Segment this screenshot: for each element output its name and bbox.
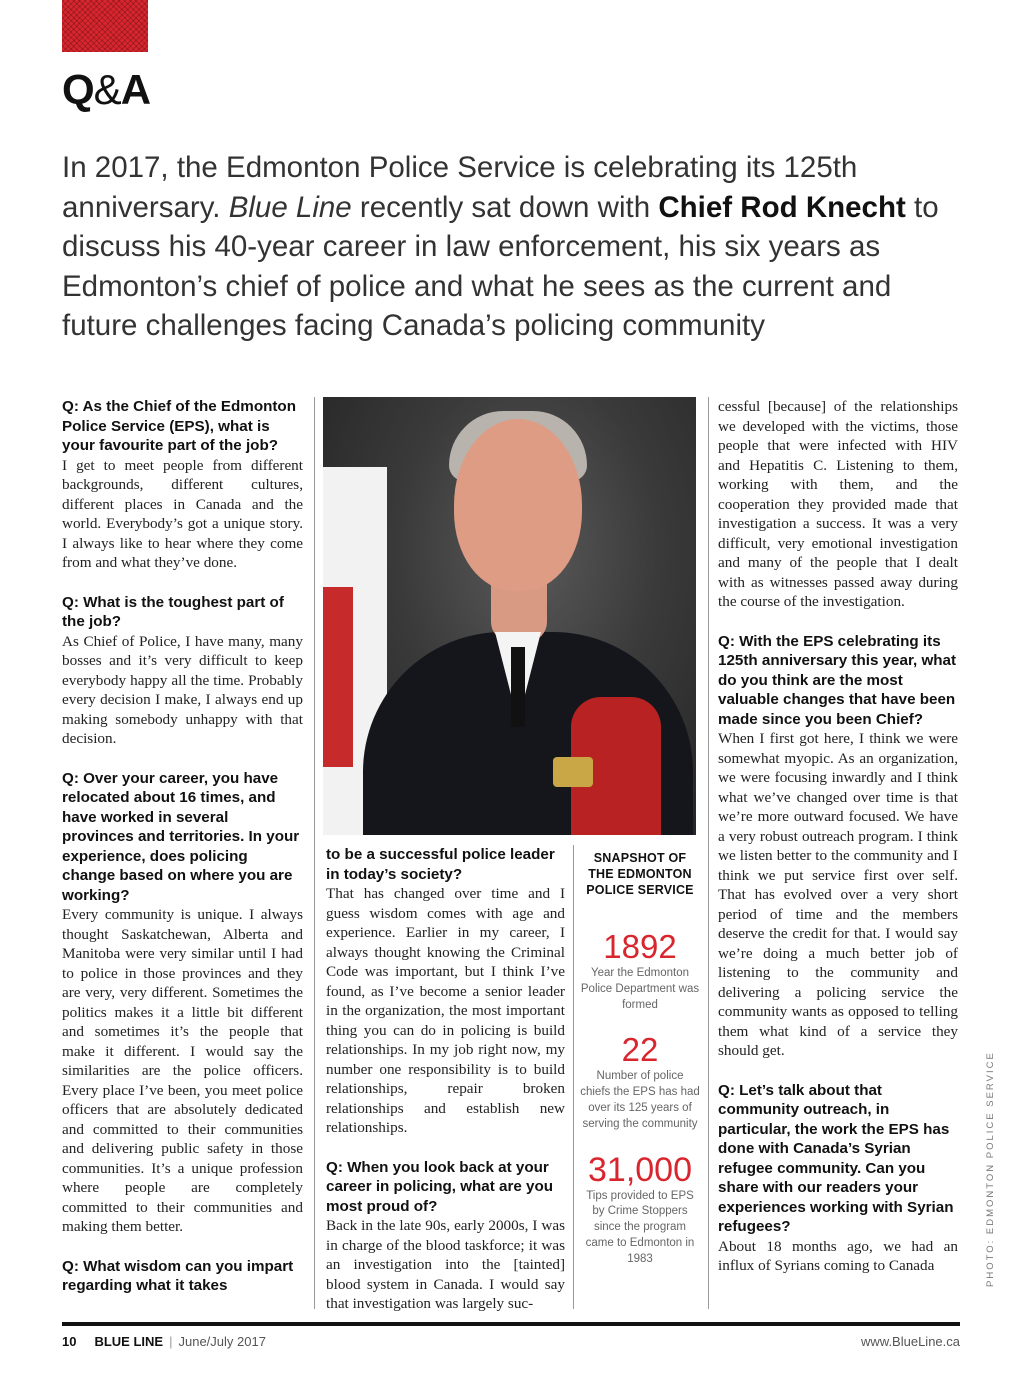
- question-1: Q: As the Chief of the Edmonton Police Service (EPS), what is your favourite part of the job?: [62, 398, 296, 454]
- article-column-4: [718, 397, 958, 1276]
- intro-publication: Blue Line: [228, 190, 352, 224]
- answer-7-start: About 18 months ago, we had an influx of Syrians coming to Canada: [718, 1237, 958, 1274]
- intro-text-1: In 2017, the Edmonton Police Service is celebrating its 125th anniversary.: [62, 151, 858, 224]
- page-number: 10: [62, 1334, 77, 1349]
- footer-url[interactable]: www.BlueLine.ca: [861, 1334, 960, 1349]
- question-3: Q: Over your career, you have relocated about 16 times, and have worked in several provinces and territories. In your experience, does policing change based on where you are working?: [62, 769, 300, 904]
- title-ampersand: &: [93, 66, 121, 113]
- answer-2: As Chief of Police, I have many, many bosses and it’s very difficult to keep everybody happy all the time. Probably every decision I make, I always end up making somebody unhappy with that decision.: [62, 632, 303, 747]
- stat-label-1892: Year the Edmonton Police Department was formed: [580, 967, 700, 1011]
- footer-left: [62, 1334, 266, 1350]
- title-q: Q: [62, 66, 94, 113]
- badge-shape: [553, 757, 593, 787]
- snapshot-title: SNAPSHOT OF THE EDMONTON POLICE SERVICE: [586, 851, 694, 897]
- footer-separator: |: [169, 1334, 173, 1349]
- article-column-1: [62, 397, 303, 1296]
- intro-text-3: to discuss his 40-year career in law enforcement, his six years as Edmonton’s chief of police and what he sees as the current and future challenges facing Canada’s policing community: [62, 190, 939, 342]
- intro-text-2: recently sat down with: [351, 190, 659, 224]
- issue-date: June/July 2017: [178, 1334, 266, 1349]
- chief-portrait-photo: [323, 397, 696, 835]
- snapshot-sidebar: [580, 850, 700, 1268]
- answer-6: When I first got here, I think we were somewhat myopic. As an organization, we were focusing inwardly and I think what we’ve changed over time is that we’re more outward focused. We have a very robust outreach program. I think we listen better to the community and I think we put service first over self. That has evolved over a very short period of time and the members deserve the credit for that. I would say we’re doing a much better job of listening to the community and delivering a policing service the community wants as opposed to telling them what kind of a service they should get.: [718, 730, 958, 1059]
- article-column-2: [326, 845, 565, 1314]
- red-pattern-block: [62, 0, 148, 52]
- answer-5-start: Back in the late 90s, early 2000s, I was in charge of the blood taskforce; it was an investigation into the [tainted] blood system in Canada. I would say that investigation was largely suc-: [326, 1217, 565, 1312]
- footer-rule: [62, 1322, 960, 1326]
- column-divider-2: [573, 845, 574, 1309]
- tie-shape: [511, 647, 525, 727]
- flag-red-shape: [323, 587, 353, 767]
- magazine-name: BLUE LINE: [94, 1334, 164, 1349]
- stat-label-31000: Tips provided to EPS by Crime Stoppers since the program came to Edmonton in 1983: [585, 1189, 695, 1265]
- head-shape: [454, 419, 582, 591]
- intro-chief-name: Chief Rod Knecht: [658, 190, 906, 224]
- answer-5-end: cessful [because] of the relationships we developed with the victims, those people that were infected with HIV and Hepatitis C. Listening to them, working with them, and the cooperation they provided made that investigation a success. It was a very difficult, very emotional investigation and many of the people that I dealt with as witnesses passed away during the course of the investigation.: [718, 398, 958, 610]
- intro-paragraph: [62, 148, 962, 346]
- stat-value-1892: 1892: [603, 928, 677, 965]
- question-6: Q: With the EPS celebrating its 125th anniversary this year, what do you think are the most valuable changes that have been made since you been Chief?: [718, 632, 957, 728]
- title-a: A: [120, 66, 151, 113]
- column-divider-3: [708, 397, 709, 1309]
- question-4-end: to be a successful police leader in today’s society?: [326, 846, 555, 883]
- question-5: Q: When you look back at your career in policing, what are you most proud of?: [326, 1158, 554, 1215]
- stat-label-22: Number of police chiefs the EPS has had over its 125 years of serving the community: [580, 1070, 700, 1130]
- column-divider-1: [314, 397, 315, 1309]
- stat-value-31000: 31,000: [588, 1150, 692, 1189]
- answer-1: I get to meet people from different backgrounds, different cultures, different places in Canada and the world. Everybody’s got a unique story. I always like to hear where they come from and what they’ve done.: [62, 456, 303, 571]
- question-2: Q: What is the toughest part of the job?: [62, 593, 284, 630]
- answer-4: That has changed over time and I guess wisdom comes with age and experience. Earlier in my career, I always thought knowing the Criminal Code was important, but I think I’ve found, as I’ve become a senior leader in the organization, the most important thing you can do in policing is build relationships. In my job right now, my number one responsibility is to build relationships, repair broken relationships and establish new relationships.: [326, 885, 565, 1136]
- question-7: Q: Let’s talk about that community outreach, in particular, the work the EPS has done with Canada’s Syrian refugee community. Can you share with our readers your experiences working with Syrian refugees?: [718, 1081, 954, 1235]
- photo-credit: PHOTO: EDMONTON POLICE SERVICE: [985, 1051, 996, 1287]
- answer-3: Every community is unique. I always thought Saskatchewan, Alberta and Manitoba were very similar until I had to police in those provinces and they are very, very different. Sometimes the politics makes it a little bit different and sometimes it’s the people that make it different. I would say the similarities are the police officers. Every place I’ve been, you meet police officers that are absolutely dedicated and committed to their communities and delivering public safety in those communities. It’s a unique profession where people are completely committed to their communities and making them better.: [62, 906, 303, 1235]
- question-4-start: Q: What wisdom can you impart regarding what it takes: [62, 1257, 294, 1294]
- section-title: [62, 66, 150, 114]
- stat-value-22: 22: [621, 1031, 659, 1069]
